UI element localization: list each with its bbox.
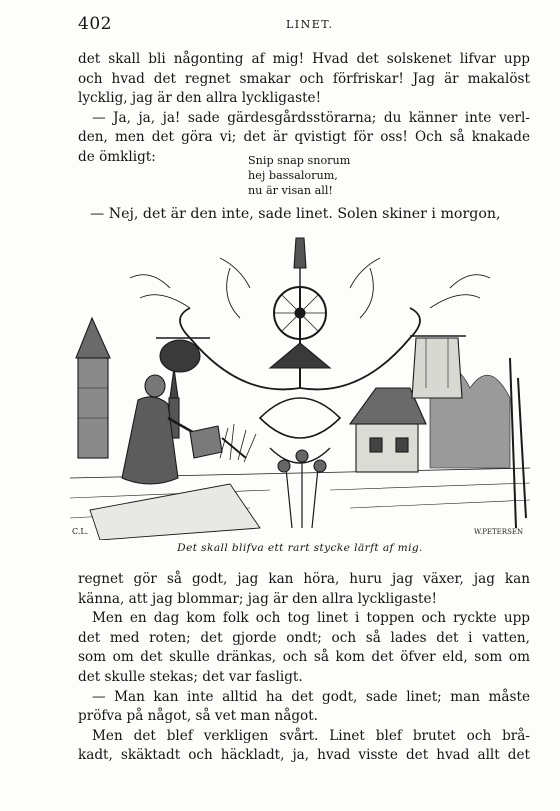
- text-line: lycklig, jag är den allra lyckligaste!: [78, 90, 322, 107]
- text-line: — Ja, ja, ja! sade gärdesgårdsstörarna; du känner inte verl-: [92, 109, 530, 126]
- text-line: känna, att jag blommar; jag är den allra lyckligaste!: [78, 590, 437, 607]
- text-line: Men en dag kom folk och tog linet i toppen och ryckte upp: [92, 610, 530, 627]
- engraving-illustration: [70, 228, 530, 540]
- running-head: LINET.: [286, 18, 334, 31]
- verse: [248, 154, 350, 198]
- text-block-bottom: [78, 570, 530, 766]
- text-line: kadt, skäktadt och häckladt, ja, hvad visste det hvad allt det: [78, 747, 530, 764]
- text-line: pröfva på något, så vet man något.: [78, 708, 319, 725]
- text-line: — Nej, det är den inte, sade linet. Solen skiner i morgon,: [90, 206, 501, 222]
- text-block-top: [78, 50, 530, 168]
- text-line: den, men det göra vi; det är qvistigt för oss! Och så knakade: [78, 129, 530, 146]
- text-line: det med roten; det gjorde ondt; och så lades det i vatten,: [78, 629, 530, 646]
- verse-line: hej bassalorum,: [248, 168, 338, 182]
- verse-line: nu är visan all!: [248, 183, 333, 197]
- text-line: regnet gör så godt, jag kan höra, huru jag växer, jag kan: [78, 571, 530, 587]
- text-line: Men det blef verkligen svårt. Linet blef brutet och brå-: [92, 727, 530, 744]
- text-line: de ömkligt:: [78, 148, 156, 165]
- text-line: det skall bli någonting af mig! Hvad det solskenet lifvar upp: [78, 51, 530, 67]
- illustration-caption: Det skall blifva ett rart stycke lärft af mig.: [177, 542, 423, 554]
- signature-left: C.L.: [72, 527, 89, 536]
- signature-right: W.PETERSEN: [474, 528, 524, 536]
- text-line: och hvad det regnet smakar och förfriskar! Jag är makalöst: [78, 70, 530, 87]
- text-line: det skulle stekas; det var fasligt.: [78, 668, 303, 685]
- verse-line: Snip snap snorum: [248, 154, 351, 167]
- text-line: — Man kan inte alltid ha det godt, sade linet; man måste: [92, 688, 530, 705]
- text-line: som om det skulle dränkas, och så kom det öfver eld, som om: [78, 649, 530, 666]
- illustration: [70, 228, 530, 540]
- page-number: 402: [78, 14, 112, 34]
- page-header: [78, 14, 530, 36]
